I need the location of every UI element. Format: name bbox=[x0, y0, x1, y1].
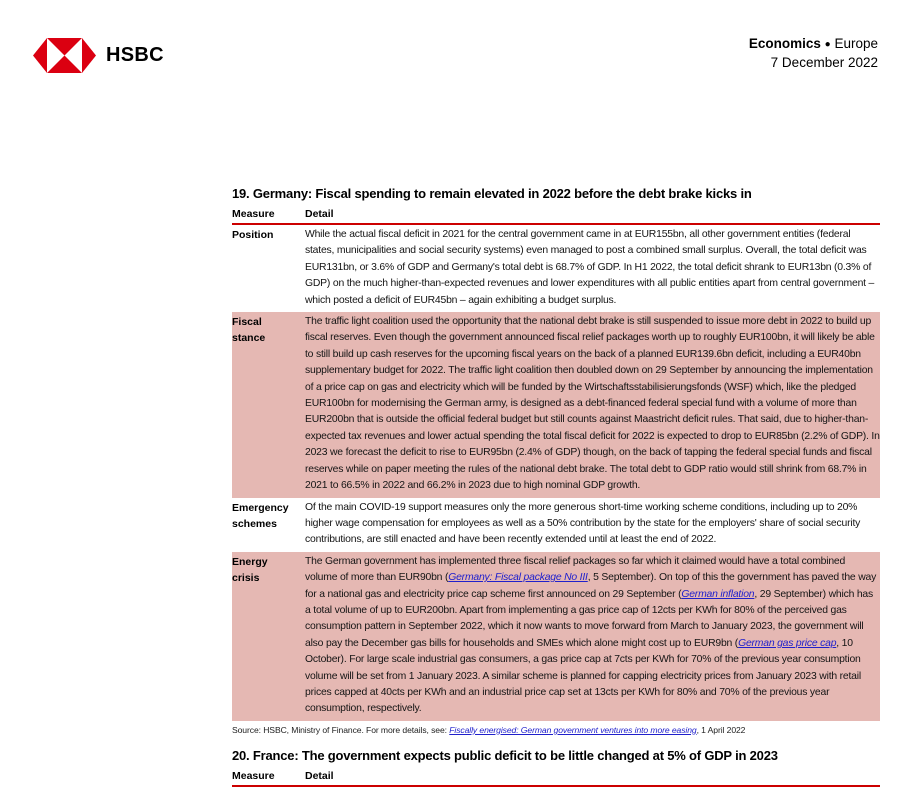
brand-wordmark: HSBC bbox=[106, 44, 164, 66]
column-header-detail: Detail bbox=[305, 769, 334, 782]
hsbc-hexagon-icon bbox=[33, 38, 96, 73]
row-measure: Energy crisis bbox=[232, 555, 268, 585]
report-body bbox=[232, 186, 880, 787]
table20-header bbox=[232, 770, 880, 787]
row-text: While the actual fiscal deficit in 2021 for the central government came in at EUR155bn, all other government entities (federal states, municipalities and social security systems) even managed to post a combined small surplus. Overall, the total deficit was EUR131bn, or 3.6% of GDP and Germany's total debt is 68.7% of GDP. In H1 2022, the total deficit shrank to EUR13bn (0.3% of GDP) on the much higher-than-expected revenues and lower expenditures with all public entities apart from central government – which posted a deficit of EUR45bn – again exhibiting a budget surplus. bbox=[305, 229, 875, 306]
section-label: Economics bbox=[748, 36, 821, 51]
column-header-measure: Measure bbox=[232, 208, 275, 220]
table-row bbox=[232, 498, 880, 552]
row-text: Of the main COVID-19 support measures only the more generous short-time working scheme conditions, including up to 20% higher wage compensation for employees as well as a 50% contribution by the state for the employers' share of social security contributions, are still enacted and have been recently extended until at least the end of 2022. bbox=[305, 501, 861, 546]
hsbc-logo bbox=[33, 38, 164, 73]
table-row bbox=[232, 225, 880, 312]
column-header-measure: Measure bbox=[232, 769, 275, 782]
table19-title: 19. Germany: Fiscal spending to remain elevated in 2022 before the debt brake kicks in bbox=[232, 186, 752, 201]
row-detail bbox=[305, 314, 880, 494]
inline-link[interactable]: German inflation bbox=[681, 588, 755, 600]
row-detail bbox=[305, 554, 880, 718]
table19-rows bbox=[232, 225, 880, 721]
masthead-section bbox=[749, 35, 878, 54]
inline-link[interactable]: Germany: Fiscal package No III bbox=[448, 572, 588, 584]
row-measure: Position bbox=[232, 229, 274, 241]
row-text: The German government has implemented three fiscal relief packages so far which it claimed would have a total combined volume of more than EUR90bn ( bbox=[305, 555, 846, 584]
table-row bbox=[232, 312, 880, 497]
table20-title: 20. France: The government expects public deficit to be little changed at 5% of GDP in 2023 bbox=[232, 747, 778, 763]
column-header-detail: Detail bbox=[305, 208, 334, 220]
table19-header bbox=[232, 208, 880, 225]
inline-link[interactable]: German gas price cap bbox=[738, 637, 837, 649]
row-detail bbox=[305, 500, 880, 549]
row-text: The traffic light coalition used the opportunity that the national debt brake is still suspended to issue more debt in 2022 to build up fiscal reserves. Even though the government announced fiscal relief packages worth up to roughly EUR100bn, it will likely be able to still build up cash reserves for the upcoming fiscal years on the back of a planned EUR139.6bn deficit, including a EUR40bn supplementary budget for 2022. The traffic light coalition then doubled down on 29 September by announcing the implementation of a price cap on gas and electricity which will be funded by the Wirtschaftsstabilisierungsfonds (WSF) which, like the pledged EUR100bn for modernising the German army, is designed as a debt-financed federal special fund with a volume of more than EUR200bn that is outside the official federal budget but still counts against Maastricht deficit rules. That said, due to higher-than-expected tax revenues and lower actual spending the total fiscal deficit for 2022 is expected to drop to EUR85bn (2.2% of GDP). In 2023 we forecast the deficit to rise to EUR95bn (2.4% of GDP) though, on the back of tapping the federal special funds and fiscal reserves while on paper meeting the rules of the national debt brake. The total debt to GDP ratio would still shrink from 68.7% in 2021 to 66.5% in 2022 and 66.2% in 2023 due to high nominal GDP growth. bbox=[305, 316, 880, 492]
source-link[interactable]: Fiscally energised: German government ventures into more easing bbox=[449, 724, 697, 735]
bullet-separator-icon: ● bbox=[824, 39, 831, 50]
masthead bbox=[749, 35, 878, 73]
source-suffix: , 1 April 2022 bbox=[696, 724, 746, 735]
row-detail bbox=[305, 227, 880, 309]
row-text: , 5 September). On top of this the government has paved the way for a national gas and electricity price cap scheme first announced on 29 September ( bbox=[305, 572, 877, 600]
source-text: Source: HSBC, Ministry of Finance. For more details, see: bbox=[232, 724, 450, 735]
row-measure: Emergency schemes bbox=[232, 501, 289, 530]
table-row bbox=[232, 552, 880, 721]
row-text: , 29 September) which has a total volume of up to EUR200bn. Apart from implementing a gas price cap of 12cts per KWh for 80% of the perceived gas consumption pattern in September 2022, which it now wants to move forward from March to January 2023, the government will also pay the December gas bills for households and SMEs which alone might cost up to EUR9bn ( bbox=[305, 588, 873, 649]
region-label: Europe bbox=[834, 36, 878, 51]
report-date: 7 December 2022 bbox=[770, 54, 878, 70]
row-measure: Fiscal stance bbox=[232, 316, 266, 345]
row-text: , 10 October). For large scale industrial gas consumers, a gas price cap at 7cts per KWh for 70% of the previous year consumption volume will be set from 1 January 2023. A similar scheme is planned for capping electricity prices from January 2023 with retail prices capped at 40cts per KWh and an industrial price cap set at 13cts per KWh for 80% and 70% of the previous year consumption, respectively. bbox=[305, 637, 861, 715]
source-note bbox=[232, 725, 880, 735]
